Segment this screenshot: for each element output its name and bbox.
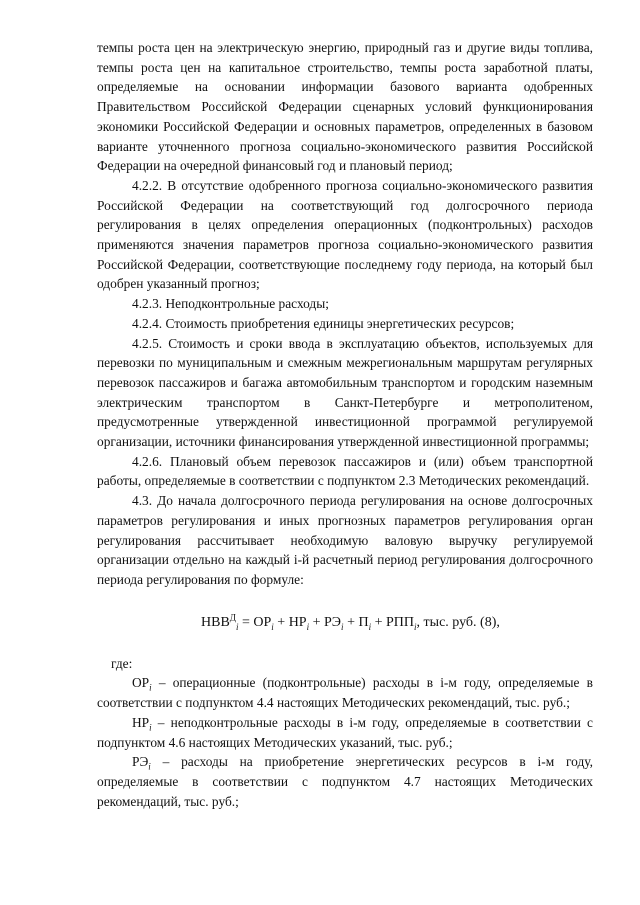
formula-term-op: ОР	[253, 614, 272, 630]
paragraph-4-3: 4.3. До начала долгосрочного периода регулирования на основе долгосрочных параметров регулирования и иных прогнозных параметров регулирования орган регулирования рассчитывает необходимую валовую выручку регулируемой организации отдельно на каждый i-й расчетный период регулирования долгосрочного периода регулирования по формуле:	[97, 493, 593, 587]
paragraph-4-2-3: 4.2.3. Неподконтрольные расходы;	[132, 296, 329, 312]
formula-term-p: П	[358, 614, 369, 630]
definition-np	[97, 713, 593, 752]
definition-text: – операционные (подконтрольные) расходы в i-м году, определяемые в соответствии с подпунктом 4.4 настоящих Методических рекомендаций, тыс. руб.;	[97, 675, 593, 711]
formula-plus: +	[371, 614, 387, 630]
paragraph-4-2-5: 4.2.5. Стоимость и сроки ввода в эксплуатацию объектов, используемых для перевозки по муниципальным и смежным межрегиональным маршрутам регулярных перевозок пассажиров и багажа автомобильным транспортом и городским наземным электрическим транспортом в Санкт-Петербурге и метрополитеном, предусмотренные утвержденной инвестиционной программой регулируемой организации, источники финансирования утвержденной инвестиционной программы;	[97, 335, 593, 450]
definition-symbol: $ОР_i$	[132, 675, 152, 694]
formula-term-np: НР	[288, 614, 307, 630]
formula-plus: +	[343, 614, 359, 630]
formula-term-np-sub: i	[306, 621, 310, 632]
formula-lhs-sup: Д	[229, 612, 236, 623]
definition-symbol: $РЭ_i$	[132, 754, 151, 772]
formula-plus: +	[273, 614, 289, 630]
definition-op	[97, 673, 593, 712]
paragraph-4-2-2: 4.2.2. В отсутствие одобренного прогноза социально-экономического развития Российской Федерации на соответствующий год долгосрочного периода регулирования в целях определения операционных (подконтрольных) расходов применяются значения параметров прогноза социально-экономического развития Российской Федерации, соответствующие последнему году периода, на который был одобрен указанный прогноз;	[97, 177, 593, 292]
formula-eq: =	[238, 614, 254, 630]
definition-symbol: $НР_i$	[132, 714, 152, 733]
formula-term-p-sub: i	[368, 621, 372, 632]
formula-term-re: РЭ	[324, 614, 342, 630]
document-body	[97, 38, 593, 811]
definition-re	[97, 752, 593, 811]
formula-lhs-sub: i	[235, 621, 239, 632]
paragraph-4-2-6: 4.2.6. Плановый объем перевозок пассажиров и (или) объем транспортной работы, определяемые в соответствии с подпунктом 2.3 Методических рекомендаций.	[97, 453, 593, 489]
definition-text: – неподконтрольные расходы в i-м году, определяемые в соответствии с подпунктом 4.6 настоящих Методических указаний, тыс. руб.;	[97, 714, 593, 750]
formula-plus: +	[309, 614, 325, 630]
paragraph-growth-rates: темпы роста цен на электрическую энергию, природный газ и другие виды топлива, темпы роста цен на капитальное строительство, темпы роста заработной платы, определяемые на основании информации базового варианта одобренных Правительством Российской Федерации сценарных условий функционирования экономики Российской Федерации и основных параметров, определенных в базовом варианте уточненного прогноза социально-экономического развития Российской Федерации на очередной финансовый год и плановый период;	[97, 40, 593, 174]
where-label: где:	[111, 655, 133, 671]
paragraph-4-2-4: 4.2.4. Стоимость приобретения единицы энергетических ресурсов;	[132, 315, 515, 331]
definition-text: – расходы на приобретение энергетических ресурсов в i-м году, определяемые в соответствии с подпунктом 4.7 настоящих Методических рекомендаций, тыс. руб.;	[97, 754, 593, 809]
formula-term-op-sub: i	[271, 621, 274, 632]
formula-units: , тыс. руб. (8),	[416, 614, 500, 630]
formula-lhs: НВВ	[201, 614, 230, 630]
formula-term-re-sub: i	[341, 621, 344, 632]
formula-term-rpp: РПП	[386, 614, 415, 630]
formula-term-rpp-sub: i	[414, 621, 417, 632]
formula-nvv	[97, 606, 593, 640]
